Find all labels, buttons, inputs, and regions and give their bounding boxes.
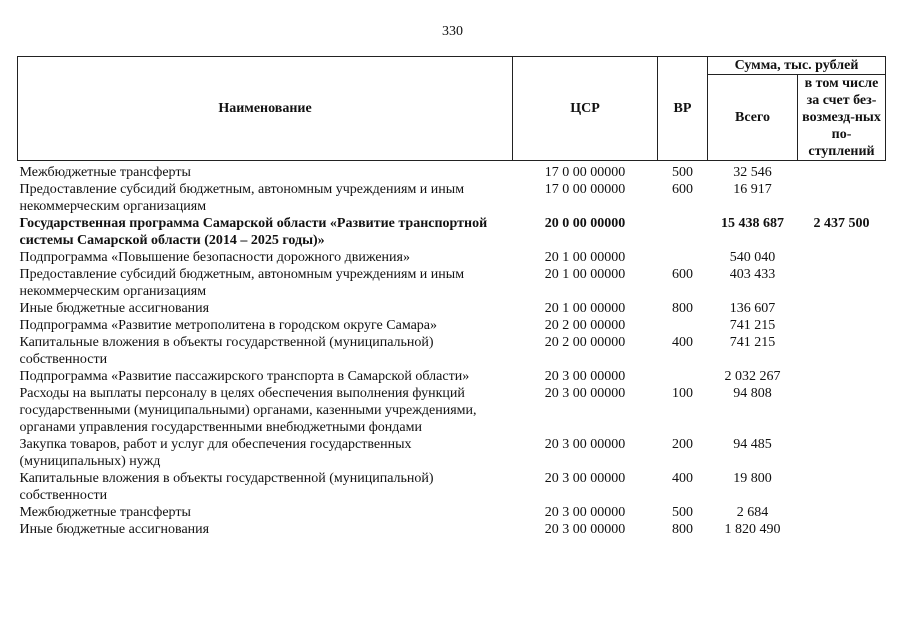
row-name: Подпрограмма «Повышение безопасности дорожного движения» [19, 250, 410, 265]
row-csr: 17 0 00 00000 [544, 165, 626, 180]
row-vr [658, 317, 708, 334]
row-free [798, 385, 886, 436]
row-free [798, 470, 886, 504]
table-header [18, 57, 886, 161]
row-total: 2 684 [736, 505, 769, 520]
row-free [798, 504, 886, 521]
row-name: Межбюджетные трансферты [19, 165, 191, 180]
row-total: 15 438 687 [721, 216, 784, 231]
row-name: Государственная программа Самарской области «Развитие транспортной системы Самарской области (2014 – 2025 годы)» [19, 216, 488, 248]
header-name: Наименование [18, 57, 513, 161]
table-row [18, 368, 886, 385]
table-row [18, 249, 886, 266]
row-vr: 600 [672, 182, 693, 197]
table-row [18, 385, 886, 436]
row-vr: 800 [672, 522, 693, 537]
header-total: Всего [708, 75, 798, 161]
row-vr: 100 [672, 386, 693, 401]
budget-table [17, 56, 886, 538]
row-name: Подпрограмма «Развитие пассажирского транспорта в Самарской области» [19, 369, 470, 384]
row-name: Межбюджетные трансферты [19, 505, 191, 520]
row-csr: 17 0 00 00000 [544, 182, 626, 197]
row-free [798, 317, 886, 334]
row-vr: 500 [672, 505, 693, 520]
row-name: Подпрограмма «Развитие метрополитена в городском округе Самара» [19, 318, 438, 333]
row-vr: 200 [672, 437, 693, 452]
row-total: 540 040 [729, 250, 776, 265]
row-name: Закупка товаров, работ и услуг для обеспечения государственных (муниципальных) нужд [19, 437, 412, 469]
row-free [798, 436, 886, 470]
row-name: Капитальные вложения в объекты государственной (муниципальной) собственности [19, 335, 434, 367]
header-csr: ЦСР [513, 57, 658, 161]
row-vr [658, 249, 708, 266]
row-name: Иные бюджетные ассигнования [19, 301, 210, 316]
row-csr: 20 2 00 00000 [544, 335, 626, 350]
row-csr: 20 0 00 00000 [544, 216, 626, 231]
row-csr: 20 2 00 00000 [544, 318, 626, 333]
row-total: 403 433 [729, 267, 776, 282]
row-free [798, 521, 886, 538]
row-free [798, 181, 886, 215]
row-total: 1 820 490 [724, 522, 781, 537]
row-name: Расходы на выплаты персоналу в целях обеспечения выполнения функций государственными (муниципальными) органами, казенными учреждениями, органами управления государственными внебюджетными фондами [19, 386, 477, 435]
row-csr: 20 3 00 00000 [544, 386, 626, 401]
row-csr: 20 3 00 00000 [544, 522, 626, 537]
table-row [18, 300, 886, 317]
row-vr [658, 215, 708, 249]
row-free [798, 368, 886, 385]
page-number: 330 [442, 24, 463, 39]
row-csr: 20 3 00 00000 [544, 437, 626, 452]
row-free [798, 161, 886, 182]
row-name: Капитальные вложения в объекты государственной (муниципальной) собственности [19, 471, 434, 503]
row-total: 32 546 [733, 165, 772, 180]
row-csr: 20 1 00 00000 [544, 250, 626, 265]
row-name: Предоставление субсидий бюджетным, автономным учреждениям и иным некоммерческим организациям [19, 182, 465, 214]
row-free [798, 266, 886, 300]
row-vr: 600 [672, 267, 693, 282]
row-free [798, 334, 886, 368]
row-csr: 20 1 00 00000 [544, 301, 626, 316]
row-total: 136 607 [729, 301, 776, 316]
header-sum: Сумма, тыс. рублей [708, 57, 886, 75]
table-row [18, 161, 886, 182]
table-row [18, 504, 886, 521]
row-name: Предоставление субсидий бюджетным, автономным учреждениям и иным некоммерческим организациям [19, 267, 465, 299]
table-row [18, 317, 886, 334]
row-free: 2 437 500 [813, 216, 870, 231]
row-total: 94 808 [733, 386, 772, 401]
row-csr: 20 3 00 00000 [544, 505, 626, 520]
header-free: в том числе за счет без-возмезд-ных по-ступлений [798, 75, 886, 161]
row-csr: 20 3 00 00000 [544, 369, 626, 384]
table-body [18, 161, 886, 539]
table-row [18, 470, 886, 504]
row-vr: 400 [672, 335, 693, 350]
table-row [18, 436, 886, 470]
row-vr: 400 [672, 471, 693, 486]
row-csr: 20 1 00 00000 [544, 267, 626, 282]
row-free [798, 249, 886, 266]
row-total: 94 485 [733, 437, 772, 452]
row-name: Иные бюджетные ассигнования [19, 522, 210, 537]
row-total: 16 917 [733, 182, 772, 197]
table-row [18, 266, 886, 300]
row-free [798, 300, 886, 317]
row-total: 741 215 [729, 318, 776, 333]
table-row [18, 521, 886, 538]
row-total: 19 800 [733, 471, 772, 486]
row-csr: 20 3 00 00000 [544, 471, 626, 486]
table-row [18, 215, 886, 249]
row-vr: 500 [672, 165, 693, 180]
table-row [18, 181, 886, 215]
table-row [18, 334, 886, 368]
row-total: 741 215 [729, 335, 776, 350]
row-vr [658, 368, 708, 385]
row-total: 2 032 267 [724, 369, 781, 384]
header-vr: ВР [658, 57, 708, 161]
row-vr: 800 [672, 301, 693, 316]
